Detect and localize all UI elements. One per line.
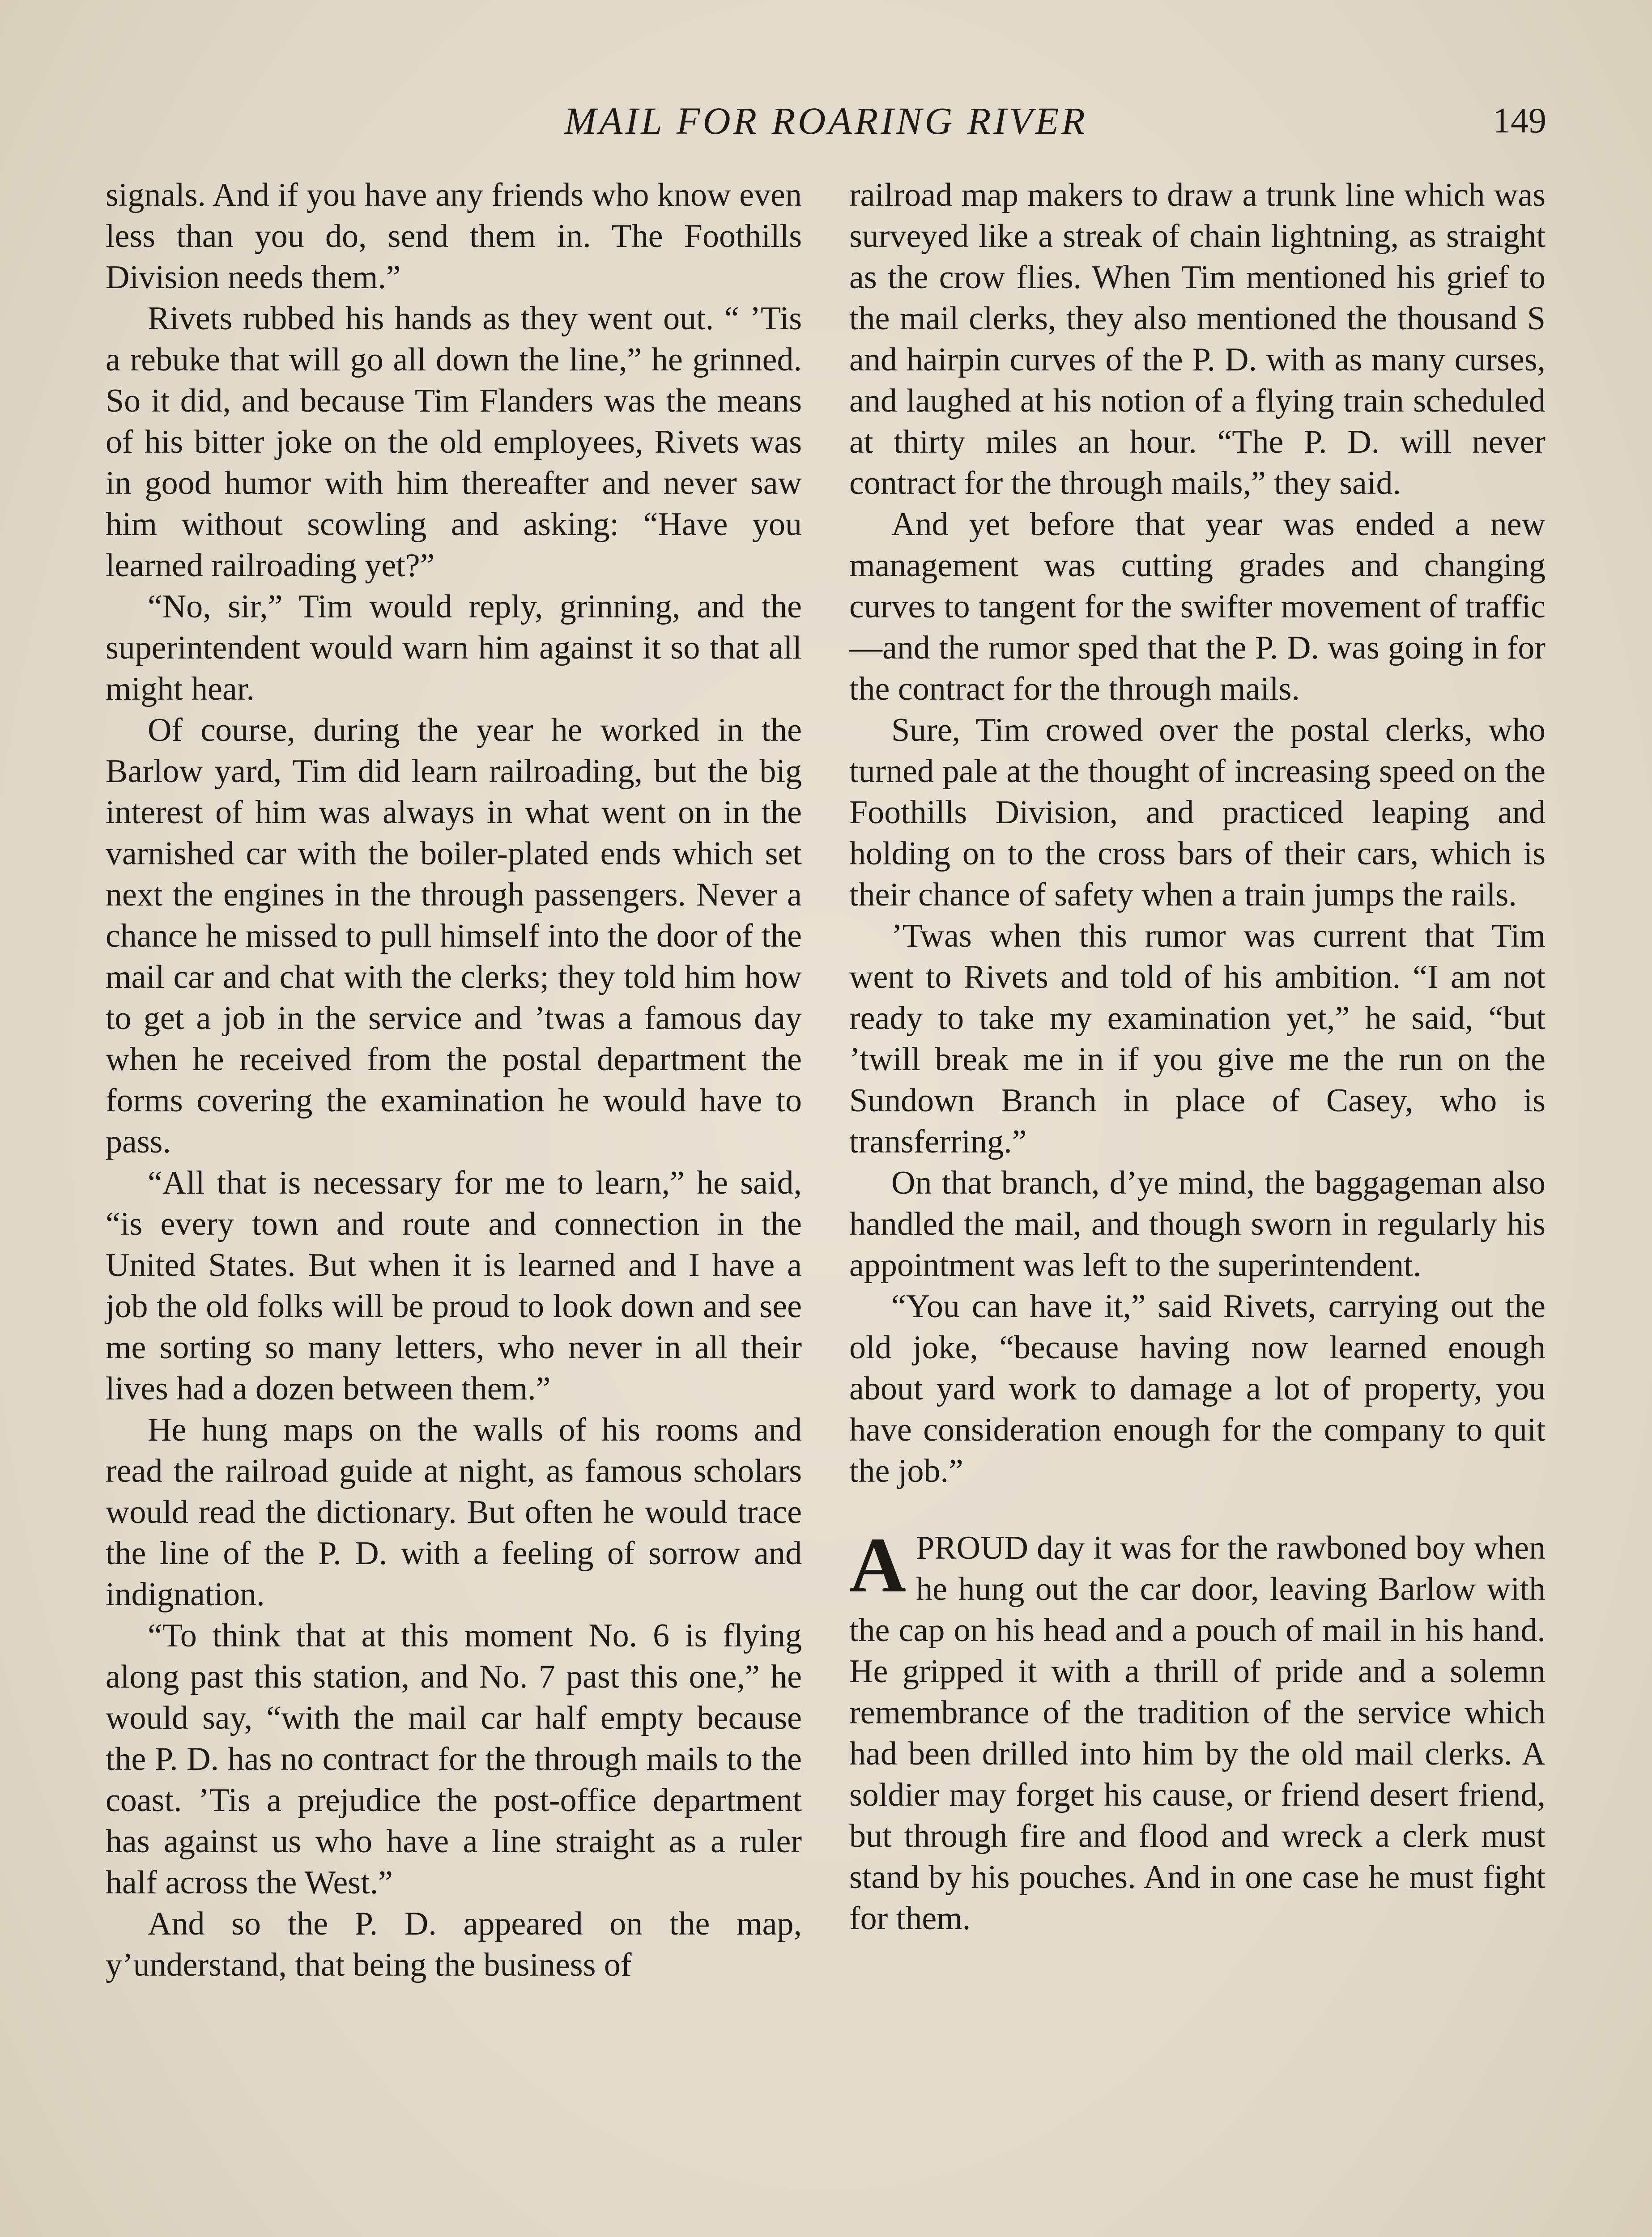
paragraph: Sure, Tim crowed over the postal clerks, who turned pale at the thought of increasing speed on the Foothills Division, and practiced leaping and holding on to the cross bars of their cars, which is their chance of safety when a train jumps the rails.	[849, 712, 1546, 913]
paragraph: “To think that at this moment No. 6 is flying along past this station, and No. 7 past this one,” he would say, “with the mail car half empty because the P. D. has no contract for the through mails to the coast. ’Tis a prejudice the post-office department has against us who have a line straight as a ruler half across the West.”	[106, 1617, 802, 1901]
paragraph: ’Twas when this rumor was current that Tim went to Rivets and told of his ambition. “I am not ready to take my examination yet,” he said, “but ’twill break me in if you give me the run on the Sundown Branch in place of Casey, who is transferring.”	[849, 918, 1546, 1160]
paragraph: “No, sir,” Tim would reply, grinning, and the superintendent would warn him against it so that all might hear.	[106, 588, 802, 707]
page-header	[106, 92, 1546, 150]
paragraph: Rivets rubbed his hands as they went out. “ ’Tis a rebuke that will go all down the line,” he grinned. So it did, and because Tim Flanders was the means of his bitter joke on the old employees, Rivets was in good humor with him thereafter and never saw him without scowling and asking: “Have you learned railroading yet?”	[106, 300, 802, 584]
section-start-paragraph	[849, 1522, 1546, 1939]
left-column	[106, 174, 802, 1986]
page-number: 149	[1493, 101, 1546, 140]
running-head: MAIL FOR ROARING RIVER	[564, 99, 1088, 142]
paragraph: signals. And if you have any friends who know even less than you do, send them in. The Foothills Division needs them.”	[106, 177, 802, 296]
drop-cap: A	[849, 1522, 907, 1609]
paragraph: railroad map makers to draw a trunk line which was surveyed like a streak of chain lightning, as straight as the crow flies. When Tim mentioned his grief to the mail clerks, they also mentioned the thousand S and hairpin curves of the P. D. with as many curses, and laughed at his notion of a flying train scheduled at thirty miles an hour. “The P. D. will never contract for the through mails,” they said.	[849, 177, 1546, 502]
paragraph: He hung maps on the walls of his rooms and read the railroad guide at night, as famous scholars would read the dictionary. But often he would trace the line of the P. D. with a feeling of sorrow and indignation.	[106, 1412, 802, 1613]
paragraph: Of course, during the year he worked in the Barlow yard, Tim did learn railroading, but the big interest of him was always in what went on in the varnished car with the boiler-plated ends which set next the engines in the through passengers. Never a chance he missed to pull himself into the door of the mail car and chat with the clerks; they told him how to get a job in the service and ’twas a famous day when he received from the postal department the forms covering the examination he would have to pass.	[106, 712, 802, 1160]
right-column	[849, 174, 1546, 1939]
section-text: PROUD day it was for the rawboned boy when he hung out the car door, leaving Barlow with the cap on his head and a pouch of mail in his hand. He gripped it with a thrill of pride and a solemn remembrance of the tradition of the service which had been drilled into him by the old mail clerks. A soldier may forget his cause, or friend desert friend, but through fire and flood and wreck a clerk must stand by his pouches. And in one case he must fight for them.	[849, 1530, 1546, 1937]
paragraph: On that branch, d’ye mind, the baggageman also handled the mail, and though sworn in regularly his appointment was left to the superintendent.	[849, 1165, 1546, 1284]
paragraph: “You can have it,” said Rivets, carrying out the old joke, “because having now learned enough about yard work to damage a lot of property, you have consideration enough for the company to quit the job.”	[849, 1288, 1546, 1489]
paragraph: “All that is necessary for me to learn,” he said, “is every town and route and connection in the United States. But when it is learned and I have a job the old folks will be proud to look down and see me sorting so many letters, who never in all their lives had a dozen between them.”	[106, 1165, 802, 1407]
paragraph: And yet before that year was ended a new management was cutting grades and changing curves to tangent for the swifter movement of traffic—and the rumor sped that the P. D. was going in for the contract for the through mails.	[849, 506, 1546, 707]
paragraph: And so the P. D. appeared on the map, y’understand, that being the business of	[106, 1905, 802, 1983]
